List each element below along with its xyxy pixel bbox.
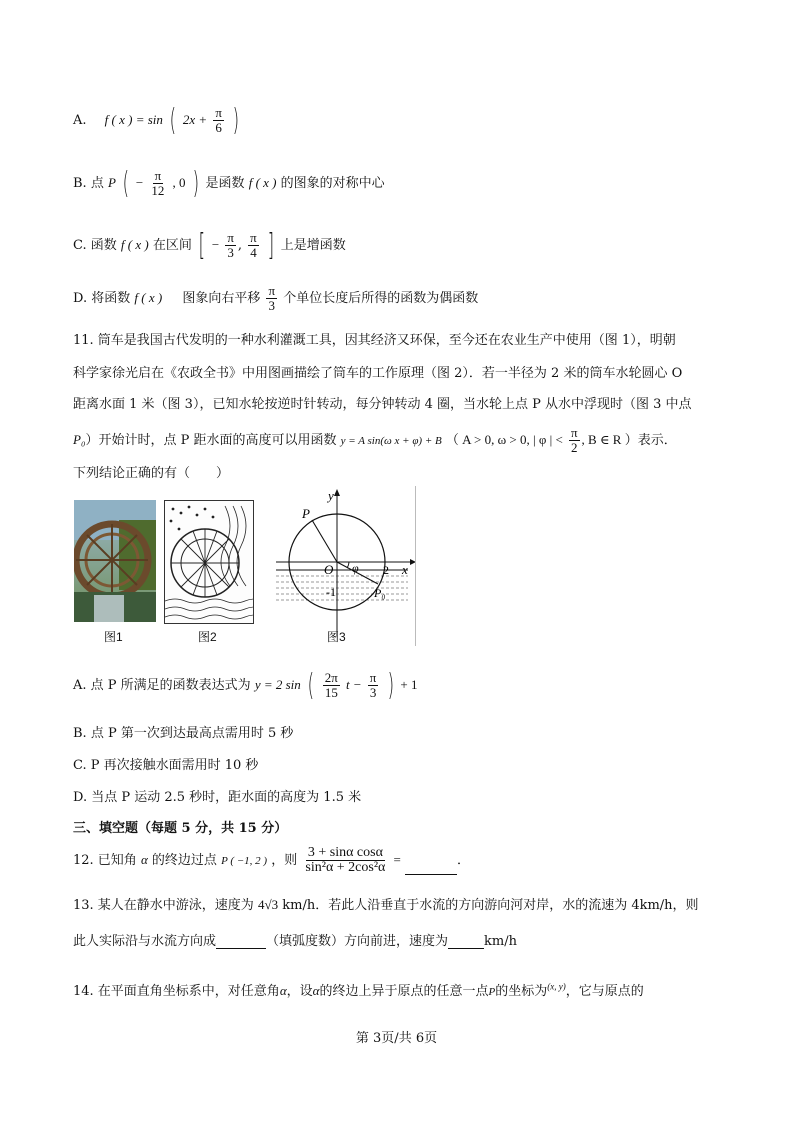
fraction-pi-12 [149, 169, 166, 198]
figure-2-caption: 图2 [198, 630, 217, 644]
frac-num: 3 + sinα cosα [307, 845, 383, 860]
frac-den: 3 [268, 298, 275, 313]
paren-open: ( [169, 103, 177, 138]
waterwheel-drawing [164, 500, 254, 624]
x-axis-label: x [402, 562, 408, 577]
origin-label: O [324, 562, 334, 577]
point-p0-label: P₀ [374, 586, 386, 600]
alpha-symbol: α [312, 983, 320, 998]
q11-option-b: B. 点 P 第一次到达最高点需用时 5 秒 [73, 726, 294, 741]
q11-line-3: 距离水面 1 米（图 3），已知水轮按逆时针转动，每分钟转动 4 圈，当水轮上点 P 从水中浮现时（图 3 中点 [73, 397, 692, 412]
option-text: D. 将函数 [73, 291, 131, 306]
phi-label: φ [352, 561, 359, 575]
function-expression: f ( x ) = sin [104, 112, 163, 127]
frac-num: π [369, 670, 377, 685]
option-text: A. 点 P 所满足的函数表达式为 [73, 678, 251, 693]
waterwheel-photo [74, 500, 156, 622]
paren-close: ) [192, 166, 199, 201]
q13-line-2 [73, 930, 517, 949]
frac-den: 3 [227, 245, 234, 260]
option-text: 图象向右平移 [182, 291, 261, 306]
q11-text: ）开始计时，点 P 距水面的高度可以用函数 [85, 433, 337, 448]
q14-text: ，它与原点的 [565, 984, 644, 999]
q13-text: km/h．若此人沿垂直于水流的方向游向河对岸，水的流速为 4km/h，则 [282, 898, 699, 913]
q13-line-1 [73, 894, 699, 913]
paren-close: ) [387, 668, 394, 703]
y-axis-label: y [328, 488, 334, 503]
angle-answer-blank[interactable] [216, 948, 266, 949]
frac-num: π [570, 425, 578, 440]
function-symbol: f ( x ) [120, 237, 149, 252]
frac-den: 2 [570, 440, 578, 455]
frac-num: 2π [324, 670, 338, 685]
q11-line-1: 11. 筒车是我国古代发明的一种水利灌溉工具，因其经济又环保，至今还在农业生产中使用（图 1），明朝 [73, 333, 676, 348]
fraction-pi-6 [213, 106, 224, 135]
expr-t: t − [346, 677, 362, 692]
q13-text: km/h [484, 934, 517, 949]
q11-line-5: 下列结论正确的有（ ） [73, 466, 230, 481]
point-label: P [107, 175, 116, 190]
point-p0: P₀ [73, 432, 86, 447]
function-expression: y = 2 sin [254, 677, 301, 692]
option-text: 上是增函数 [280, 238, 346, 253]
fraction-pi-3 [266, 284, 277, 313]
q11-line-4 [73, 426, 677, 455]
radius-label: 2 [383, 563, 389, 577]
option-text: 是函数 [205, 176, 245, 191]
function-symbol: f ( x ) [134, 290, 163, 305]
fraction-pi-3 [368, 671, 379, 700]
point-label: P [488, 986, 496, 998]
option-text: B. 点 [73, 176, 104, 191]
frac-num: π [215, 105, 222, 120]
option-text: 的图象的对称中心 [280, 176, 385, 191]
q14-line-1 [73, 980, 644, 999]
q12-text: 的终边过点 [151, 853, 217, 868]
q11-line-2: 科学家徐光启在《农政全书》中用图画描绘了筒车的工作原理（图 2）．若一半径为 2 米的筒车水轮圆心 O [73, 366, 683, 381]
q12-text: ，则 [271, 853, 298, 868]
frac-num: π [250, 230, 257, 245]
minus-sign: − [211, 237, 220, 252]
q13-text: 此人实际沿与水流方向成 [73, 934, 217, 949]
fraction-pi-2 [569, 426, 580, 455]
answer-blank[interactable] [405, 874, 457, 875]
section-heading: 三、填空题（每题 5 分，共 15 分） [73, 821, 288, 836]
q14-text: 14. 在平面直角坐标系中，对任意角 [73, 984, 280, 999]
option-label: A. [73, 113, 87, 128]
q14-text: 的终边上异于原点的任意一点 [319, 984, 489, 999]
equals-sign: = [393, 852, 401, 867]
option-c: C. 函数 f ( x ) 在区间 [ − $\frac{\pi}{3}$ , $\frac{\pi}{4}$ ] 上是增函数 [73, 228, 346, 263]
q14-text: ，设 [286, 984, 313, 999]
q13-text: 13. 某人在静水中游泳，速度为 [73, 898, 254, 913]
fraction-pi-4 [248, 231, 259, 260]
q12-fraction [303, 846, 387, 875]
q12-text: 12. 已知角 [73, 853, 137, 868]
alpha-symbol: α [279, 983, 287, 998]
frac-den: 15 [324, 685, 338, 700]
minus-sign: − [135, 175, 144, 190]
point-p-label: P [302, 506, 310, 521]
function-formula: y = A sin(ω x + φ) + B [340, 435, 442, 447]
alpha-symbol: α [140, 852, 148, 867]
q11-option-d: D. 当点 P 运动 2.5 秒时，距水面的高度为 1.5 米 [73, 790, 362, 805]
expr-inner: 2x + [182, 112, 208, 127]
option-text: C. 函数 [73, 238, 117, 253]
frac-den: 4 [250, 245, 257, 260]
frac-num: π [268, 283, 276, 298]
expr-tail: + 1 [400, 677, 418, 692]
condition-tail: , B ∈ R ）表示． [581, 432, 677, 447]
q13-text: （填弧度数）方向前进，速度为 [266, 934, 449, 949]
fraction-2pi-15 [323, 671, 340, 700]
coordinate-xy: (x, y) [547, 981, 566, 992]
q11-option-a [73, 668, 417, 703]
figure-1-caption: 图1 [104, 630, 123, 644]
q14-text: 的坐标为 [495, 984, 548, 999]
figure-3-diagram [270, 486, 416, 646]
frac-num: π [227, 230, 234, 245]
function-symbol: f ( x ) [248, 175, 277, 190]
frac-den: 3 [369, 685, 377, 700]
speed-answer-blank[interactable] [448, 948, 484, 949]
frac-den: sin²α + 2cos²α [305, 860, 386, 875]
frac-den: 12 [151, 183, 165, 198]
option-b [73, 166, 385, 201]
q12: 12. 已知角 α 的终边过点 P ( −1, 2 ) ，则 $\frac{\text{3 + sinα cosα}}{\text{sin²α + 2cos²α}}$ = ． [73, 845, 471, 875]
condition-text: （ A > 0, ω > 0, | φ | < [445, 432, 563, 447]
neg-one-label: -1 [326, 585, 336, 599]
bracket-open: [ [198, 228, 206, 263]
frac-den: 6 [215, 120, 222, 135]
paren-close: ) [232, 103, 240, 138]
page-footer: 第 3页/共 6页 [355, 1031, 438, 1046]
figure-3-caption: 图3 [327, 630, 346, 644]
option-d [73, 284, 478, 313]
point-coordinate: P ( −1, 2 ) [221, 855, 268, 867]
option-a [73, 103, 242, 138]
option-text: 在区间 [152, 238, 192, 253]
paren-open: ( [122, 166, 130, 201]
frac-num: π [154, 168, 162, 183]
coordinate-tail: , 0 [172, 175, 186, 190]
paren-open: ( [307, 668, 315, 703]
fraction-pi-3 [225, 231, 236, 260]
q11-option-c: C. P 再次接触水面需用时 10 秒 [73, 758, 259, 773]
option-text: 个单位长度后所得的函数为偶函数 [283, 291, 479, 306]
speed-value: 4√3 [257, 897, 279, 912]
bracket-close: ] [267, 228, 274, 263]
